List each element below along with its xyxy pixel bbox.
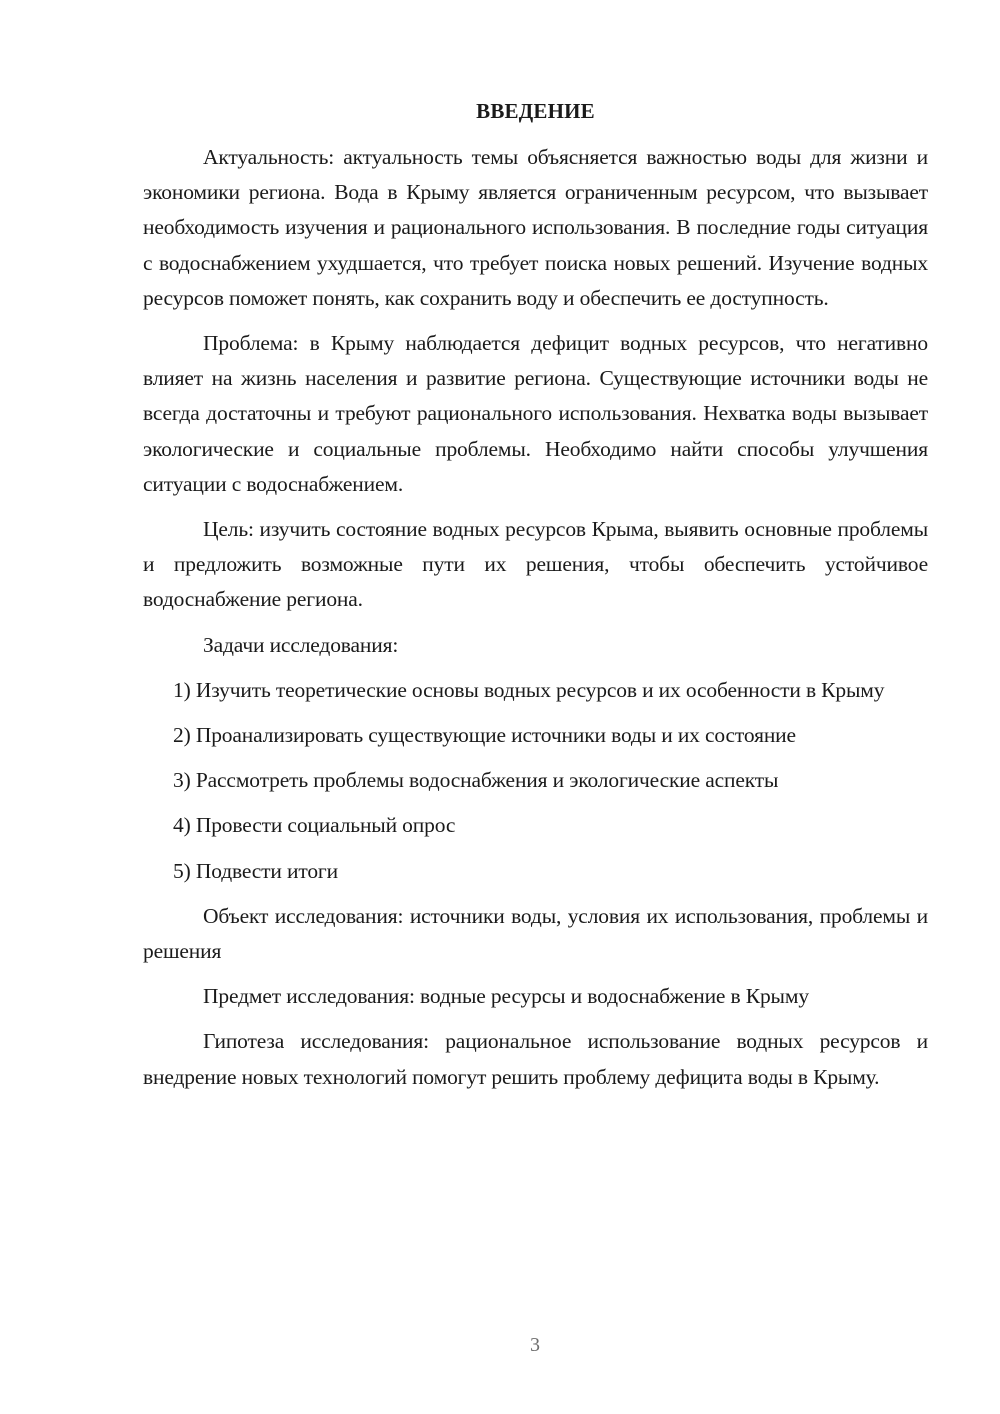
goal-paragraph: Цель: изучить состояние водных ресурсов Крыма, выявить основные проблемы и предложить возможные пути их решения, чтобы обеспечить устойчивое водоснабжение региона. [143,517,928,612]
relevance-paragraph: Актуальность: актуальность темы объясняется важностью воды для жизни и экономики региона. Вода в Крыму является ограниченным ресурсом, что вызывает необходимость изучения и рационального использования. В последние годы ситуация с водоснабжением ухудшается, что требует поиска новых решений. Изучение водных ресурсов поможет понять, как сохранить воду и обеспечить ее доступность. [143,145,928,310]
hypothesis-paragraph: Гипотеза исследования: рациональное использование водных ресурсов и внедрение новых технологий помогут решить проблему дефицита воды в Крыму. [143,1029,928,1089]
object-paragraph: Объект исследования: источники воды, условия их использования, проблемы и решения [143,903,928,964]
task-item: 3) Рассмотреть проблемы водоснабжения и экологические аспекты [173,768,779,793]
task-item: 1) Изучить теоретические основы водных ресурсов и их особенности в Крыму [173,677,885,702]
tasks-heading: Задачи исследования: [203,632,399,657]
section-title: ВВЕДЕНИЕ [476,99,595,123]
task-item: 4) Провести социальный опрос [173,813,456,838]
page-number: 3 [530,1334,540,1356]
task-item: 2) Проанализировать существующие источники воды и их состояние [173,723,796,748]
task-item: 5) Подвести итоги [173,858,338,883]
tasks-list [143,673,928,889]
document-page [143,94,928,1105]
subject-paragraph: Предмет исследования: водные ресурсы и водоснабжение в Крыму [203,984,809,1009]
problem-paragraph: Проблема: в Крыму наблюдается дефицит водных ресурсов, что негативно влияет на жизнь населения и развитие региона. Существующие источники воды не всегда достаточны и требуют рационального использования. Нехватка воды вызывает экологические и социальные проблемы. Необходимо найти способы улучшения ситуации с водоснабжением. [143,331,928,496]
